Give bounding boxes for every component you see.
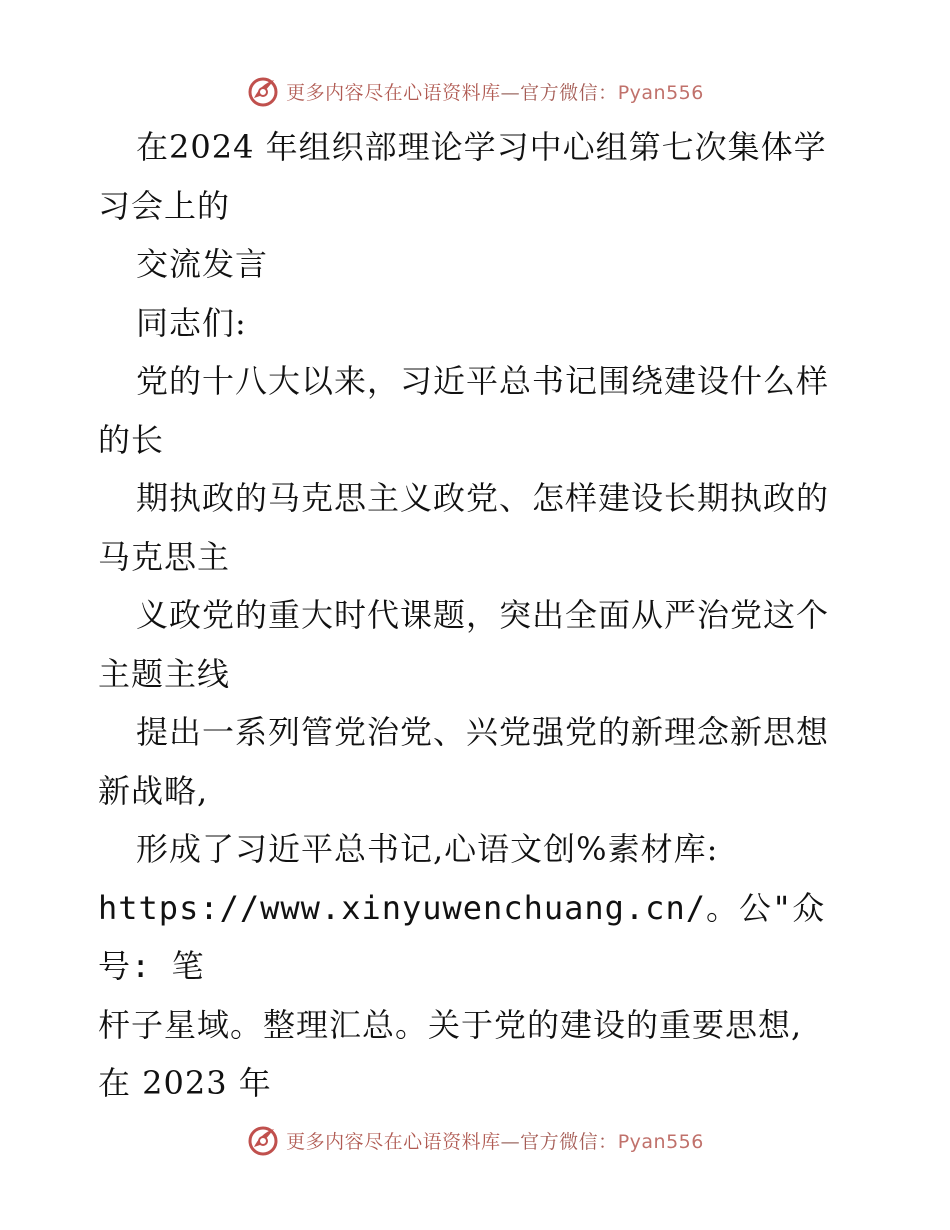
paragraph-body: 形成了习近平总书记,心语文创%素材库:	[136, 830, 719, 868]
paragraph-subtitle: 交流发言	[136, 245, 269, 283]
watermark-wechat-id: Pyan556	[617, 1130, 704, 1153]
paragraph-title: 在2024 年组织部理论学习中心组第七次集体学习会上的	[98, 128, 827, 225]
paragraph-body: 期执政的马克思主义政党、怎样建设长期执政的马克思主	[98, 479, 830, 576]
paragraph-body: 党的十八大以来，习近平总书记围绕建设什么样的长	[98, 362, 830, 459]
logo-icon	[246, 1123, 280, 1157]
header-watermark-banner	[0, 71, 950, 111]
paragraph-body: 提出一系列管党治党、兴党强党的新理念新思想新战略,	[98, 713, 830, 810]
watermark-dash: —	[500, 81, 521, 104]
watermark-site: 更多内容尽在心语资料库	[286, 1130, 501, 1153]
paragraph-salutation: 同志们:	[136, 303, 247, 342]
watermark-text	[286, 1127, 704, 1154]
watermark-wechat-id: Pyan556	[617, 81, 704, 104]
paragraph-body-continued: 杆子星域。整理汇总。关于党的建设的重要思想,	[98, 1005, 803, 1044]
footer-watermark-banner	[0, 1120, 950, 1160]
watermark-official: 官方微信：	[520, 1130, 618, 1153]
logo-icon	[246, 74, 280, 108]
paragraph-url-line: https://www.xinyuwenchuang.cn/。公"众号: 笔	[98, 888, 826, 985]
watermark-text	[286, 78, 704, 105]
watermark-dash: —	[500, 1130, 521, 1153]
watermark-official: 官方微信：	[520, 81, 618, 104]
paragraph-body-continued: 在 2023 年	[98, 1064, 272, 1102]
document-body	[98, 118, 858, 1113]
paragraph-body: 义政党的重大时代课题，突出全面从严治党这个主题主线	[98, 596, 830, 693]
watermark-site: 更多内容尽在心语资料库	[286, 81, 501, 104]
